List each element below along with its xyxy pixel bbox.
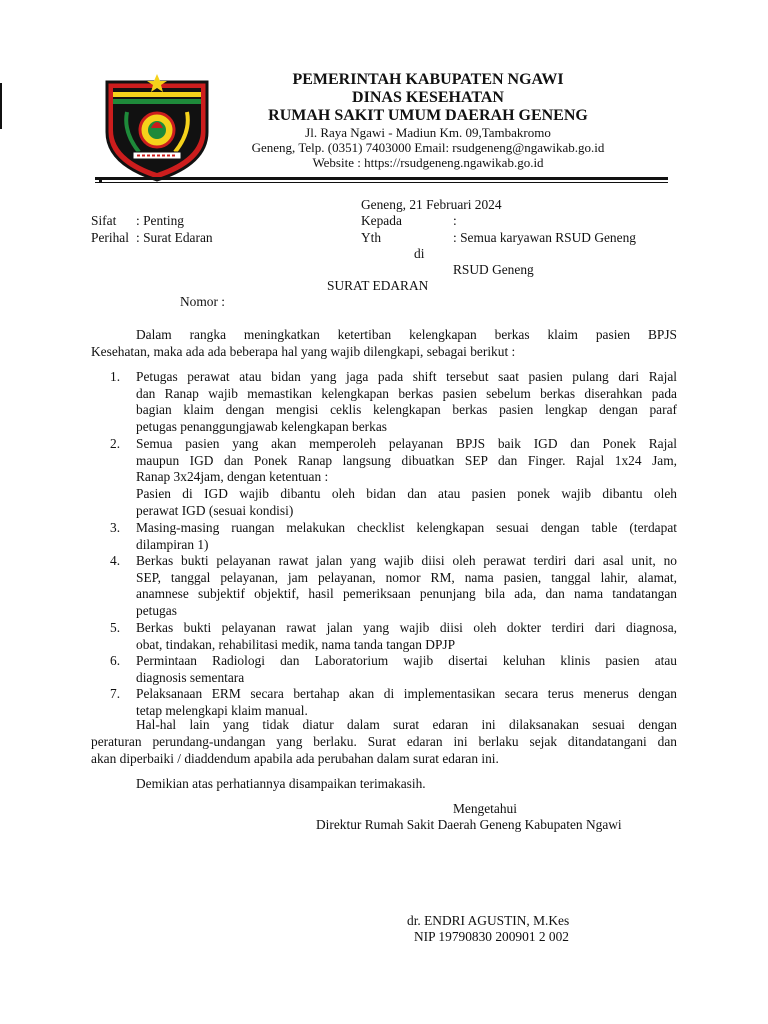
list-line: Berkas bukti pelayanan rawat jalan yang wajib diisi oleh dokter terdiri dari diagnosa, — [136, 620, 677, 635]
signature-mengetahui: Mengetahui — [453, 801, 517, 816]
letterhead-divider — [95, 177, 668, 180]
list-line: Ranap 3x24jam, dengan ketentuan : — [136, 469, 329, 484]
list-line: maupun IGD dan Ponek Ranap langsung dibuatkan SEP dan Finger. Rajal 1x24 Jam, — [136, 453, 677, 468]
letterhead-government: PEMERINTAH KABUPATEN NGAWI — [292, 71, 564, 88]
list-line: diagnosis sementara — [136, 670, 245, 685]
list-line: anamnese subjektif objektif, hasil pemeriksaan penunjang bila ada, dan nama tandatangan — [136, 586, 677, 601]
signature-nip: NIP 19790830 200901 2 002 — [414, 929, 569, 944]
yth-value: : Semua karyawan RSUD Geneng — [453, 230, 636, 245]
list-line: Berkas bukti pelayanan rawat jalan yang wajib diisi oleh perawat terdiri dari asal unit, no — [136, 553, 677, 568]
list-number: 7. — [110, 686, 121, 701]
closing-line-2: peraturan perundang-undangan yang berlaku. Surat edaran ini berlaku sejak ditandatangani dan — [91, 734, 677, 749]
letterhead-address: Jl. Raya Ngawi - Madiun Km. 09,Tambakromo — [305, 125, 551, 140]
perihal-value: : Surat Edaran — [136, 230, 213, 245]
list-line: petugas — [136, 603, 177, 618]
intro-line-2: Kesehatan, maka ada ada beberapa hal yang wajib dilengkapi, sebagai berikut : — [91, 344, 516, 359]
letterhead-hospital: RUMAH SAKIT UMUM DAERAH GENENG — [268, 107, 588, 124]
list-line: Pasien di IGD wajib dibantu oleh bidan dan atau pasien ponek wajib dibantu oleh — [136, 486, 677, 501]
list-line: dan Ranap wajib memastikan kelengkapan berkas pasien sebelum berkas diserahkan pada — [136, 386, 677, 401]
letter-date: Geneng, 21 Februari 2024 — [361, 197, 502, 212]
list-line: Semua pasien yang akan memperoleh pelayanan BPJS baik IGD dan Ponek Rajal — [136, 436, 677, 451]
list-line: Masing-masing ruangan melakukan checklist kelengkapan sesuai dengan table (terdapat — [136, 520, 677, 535]
closing-line-3: akan diperbaiki / diaddendum apabila ada perubahan dalam surat edaran ini. — [91, 751, 499, 766]
signature-name: dr. ENDRI AGUSTIN, M.Kes — [407, 913, 570, 928]
list-line: SEP, tanggal pelayanan, jam pelayanan, nomor RM, nama pasien, tanggal lahir, alamat, — [136, 570, 677, 585]
list-number: 5. — [110, 620, 121, 635]
list-line: tetap melengkapi klaim manual. — [136, 703, 308, 718]
letter-title: SURAT EDARAN — [327, 278, 429, 293]
letterhead — [211, 71, 645, 170]
list-item — [110, 619, 677, 652]
list-number: 3. — [110, 520, 121, 535]
list-item — [110, 368, 677, 435]
list-item — [110, 652, 677, 685]
list-line: Permintaan Radiologi dan Laboratorium wajib disertai keluhan klinis pasien atau — [136, 653, 677, 668]
recipient-di: di — [414, 246, 425, 261]
letterhead-website: Website : https://rsudgeneng.ngawikab.go.id — [312, 155, 544, 170]
thanks-line: Demikian atas perhatiannya disampaikan terimakasih. — [136, 776, 426, 791]
kepada-colon: : — [453, 213, 457, 228]
list-number: 2. — [110, 436, 121, 451]
list-number: 1. — [110, 369, 121, 384]
list-line: Petugas perawat atau bidan yang jaga pada shift tersebut saat pasien pulang dari Rajal — [136, 369, 677, 384]
list-line: obat, tindakan, rehabilitasi medik, nama tanda tangan DPJP — [136, 637, 456, 652]
page-edge-mark — [0, 83, 2, 129]
signature-position: Direktur Rumah Sakit Daerah Geneng Kabupaten Ngawi — [316, 817, 622, 832]
list-number: 4. — [110, 553, 121, 568]
list-line: bagian klaim dengan mengisi ceklis kelengkapan berkas pasien lengkap dengan paraf — [136, 402, 677, 417]
list-item — [110, 435, 677, 519]
yth-label: Yth — [361, 230, 382, 245]
letterhead-department: DINAS KESEHATAN — [352, 89, 504, 106]
list-number: 6. — [110, 653, 121, 668]
letterhead-contact: Geneng, Telp. (0351) 7403000 Email: rsudgeneng@ngawikab.go.id — [251, 140, 605, 155]
list-item — [110, 552, 677, 619]
numbered-list — [110, 368, 677, 718]
letterhead-divider-thin — [95, 182, 668, 183]
recipient-place: RSUD Geneng — [453, 262, 534, 277]
closing-line-1: Hal-hal lain yang tidak diatur dalam surat edaran ini dilaksanakan sesuai dengan — [136, 717, 677, 732]
list-item — [110, 519, 677, 552]
regency-crest-icon — [103, 72, 211, 184]
list-item — [110, 685, 677, 718]
list-line: petugas penanggungjawab kelengkapan berkas — [136, 419, 387, 434]
kepada-label: Kepada — [361, 213, 402, 228]
sifat-label: Sifat — [91, 213, 117, 228]
intro-line-1: Dalam rangka meningkatkan ketertiban kelengkapan berkas klaim pasien BPJS — [136, 327, 677, 342]
list-line: dilampiran 1) — [136, 537, 209, 552]
perihal-label: Perihal — [91, 230, 129, 245]
list-line: Pelaksanaan ERM secara bertahap akan di implementasikan secara terus menerus dengan — [136, 686, 677, 701]
letter-number: Nomor : — [180, 294, 226, 309]
list-line: perawat IGD (sesuai kondisi) — [136, 503, 294, 518]
sifat-value: : Penting — [136, 213, 184, 228]
